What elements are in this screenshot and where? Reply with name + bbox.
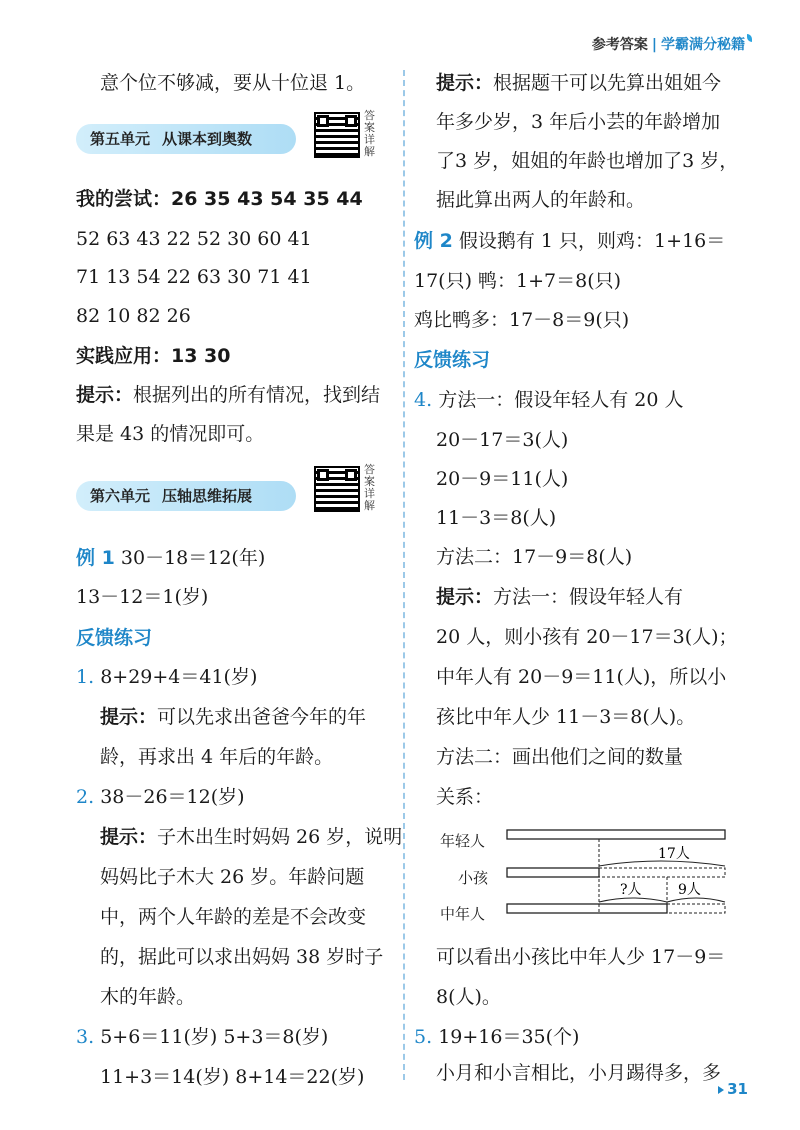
hint-text: 方法一：假设年轻人有 bbox=[493, 586, 684, 608]
q1-answer: 8+29+4＝41(岁) bbox=[100, 666, 258, 688]
q3-number: 3. bbox=[76, 1026, 95, 1048]
unit5-name: 第五单元 bbox=[90, 130, 151, 148]
example-2-label: 例 2 bbox=[414, 230, 453, 252]
feedback-heading-left: 反馈练习 bbox=[76, 627, 153, 649]
left-line-6 bbox=[76, 382, 380, 408]
hint-label: 提示： bbox=[436, 586, 494, 608]
example-1 bbox=[76, 545, 265, 571]
q4-hint-6: 关系： bbox=[436, 786, 494, 808]
header-separator: | bbox=[651, 37, 657, 53]
left-line-1 bbox=[76, 186, 363, 212]
unit6-name: 第六单元 bbox=[90, 487, 151, 505]
qr-code-icon[interactable] bbox=[314, 466, 360, 512]
q4 bbox=[414, 387, 683, 413]
hint-label: 提示： bbox=[100, 826, 158, 848]
left-line-7: 果是 43 的情况即可。 bbox=[76, 423, 265, 445]
header-brand: 学霸满分秘籍 bbox=[661, 37, 745, 53]
qr-code-icon[interactable] bbox=[314, 112, 360, 158]
right-line-2: 年多少岁，3 年后小芸的年龄增加 bbox=[436, 111, 721, 133]
label-q: ?人 bbox=[620, 882, 642, 898]
q2-hint-2: 妈妈比子木大 26 岁。年龄问题 bbox=[100, 866, 365, 888]
q2-hint-1 bbox=[100, 824, 402, 850]
unit5-banner bbox=[76, 124, 296, 154]
practice-answers: 实践应用：13 30 bbox=[76, 345, 231, 367]
diagram-label-middle: 中年人 bbox=[440, 905, 486, 923]
q4-hint-3: 中年人有 20－9＝11(人)，所以小 bbox=[436, 666, 727, 688]
feedback-heading-right: 反馈练习 bbox=[414, 349, 491, 371]
q5-line-b: 小月和小言相比，小月踢得多，多 bbox=[436, 1062, 722, 1084]
q5-number: 5. bbox=[414, 1026, 433, 1048]
right-line-3: 了3 岁，姐姐的年龄也增加了3 岁， bbox=[436, 150, 739, 172]
q5-line-a: 19+16＝35(个) bbox=[438, 1026, 580, 1048]
column-divider bbox=[403, 70, 405, 1080]
q1-number: 1. bbox=[76, 666, 95, 688]
left-line-0: 意个位不够减，要从十位退 1。 bbox=[100, 72, 366, 94]
triangle-icon bbox=[718, 1086, 724, 1094]
q1-hint-1 bbox=[100, 704, 366, 730]
example-1-label: 例 1 bbox=[76, 547, 115, 569]
example-1-line-b: 13－12＝1(岁) bbox=[76, 586, 209, 608]
hint-text: 可以先求出爸爸今年的年 bbox=[157, 706, 367, 728]
bar-young bbox=[507, 830, 725, 839]
page-number bbox=[718, 1080, 748, 1098]
q4-hint-4: 孩比中年人少 11－3＝8(人)。 bbox=[436, 706, 696, 728]
leaf-icon bbox=[747, 34, 752, 42]
example-2-line-b: 17(只) 鸭：1+7＝8(只) bbox=[414, 270, 622, 292]
hint-text: 根据列出的所有情况，找到结 bbox=[133, 384, 381, 406]
q4-hint-5: 方法二：画出他们之间的数量 bbox=[436, 746, 684, 768]
example-2-line-c: 鸡比鸭多：17－8＝9(只) bbox=[414, 309, 630, 331]
q3 bbox=[76, 1024, 328, 1050]
bar-child-gap bbox=[599, 868, 725, 877]
hint-label: 提示： bbox=[436, 72, 494, 94]
hint-text: 根据题干可以先算出姐姐今 bbox=[493, 72, 722, 94]
diagram-label-young: 年轻人 bbox=[440, 832, 486, 850]
q4-hint-2: 20 人，则小孩有 20－17＝3(人)； bbox=[436, 626, 738, 648]
brace-9 bbox=[667, 898, 725, 902]
qr-caption: 答 案 详 解 bbox=[364, 109, 375, 158]
q2-number: 2. bbox=[76, 786, 95, 808]
q4-line-b: 20－17＝3(人) bbox=[436, 429, 569, 451]
q4-number: 4. bbox=[414, 389, 433, 411]
bar-middle bbox=[507, 904, 667, 913]
q4-line-d: 11－3＝8(人) bbox=[436, 507, 557, 529]
q1-hint-2: 龄，再求出 4 年后的年龄。 bbox=[100, 746, 334, 768]
q2-hint-4: 的，据此可以求出妈妈 38 岁时子 bbox=[100, 946, 384, 968]
right-line-1 bbox=[436, 70, 721, 96]
unit5-topic: 从课本到奥数 bbox=[162, 130, 253, 148]
q3-answer-a: 5+6＝11(岁) 5+3＝8(岁) bbox=[100, 1026, 329, 1048]
brace-q bbox=[599, 898, 667, 902]
q2-answer: 38－26＝12(岁) bbox=[100, 786, 245, 808]
unit6-topic: 压轴思维拓展 bbox=[162, 487, 253, 505]
label-17: 17人 bbox=[658, 846, 690, 862]
diagram-label-child: 小孩 bbox=[458, 869, 489, 887]
left-line-3: 71 13 54 22 63 30 71 41 bbox=[76, 266, 312, 288]
label-9: 9人 bbox=[678, 882, 701, 898]
q5 bbox=[414, 1024, 579, 1050]
q4-line-c: 20－9＝11(人) bbox=[436, 468, 569, 490]
q1 bbox=[76, 664, 257, 690]
bar-child bbox=[507, 868, 599, 877]
unit6-banner bbox=[76, 481, 296, 511]
page-number-text: 31 bbox=[727, 1080, 748, 1098]
q2 bbox=[76, 784, 245, 810]
right-line-4: 据此算出两人的年龄和。 bbox=[436, 189, 646, 211]
qr-caption: 答 案 详 解 bbox=[364, 463, 375, 512]
q4-conclusion-1: 可以看出小孩比中年人少 17－9＝ bbox=[436, 946, 726, 968]
page-header bbox=[592, 34, 752, 54]
example-1-line-a: 30－18＝12(年) bbox=[120, 547, 266, 569]
quantity-diagram bbox=[500, 820, 740, 930]
left-line-5 bbox=[76, 343, 231, 369]
q4-hint-1 bbox=[436, 584, 683, 610]
q4-conclusion-2: 8(人)。 bbox=[436, 986, 501, 1008]
q3-answer-b: 11+3＝14(岁) 8+14＝22(岁) bbox=[100, 1066, 365, 1088]
hint-label: 提示： bbox=[100, 706, 158, 728]
left-line-2: 52 63 43 22 52 30 60 41 bbox=[76, 228, 312, 250]
example-2 bbox=[414, 228, 725, 254]
q2-hint-3: 中，两个人年龄的差是不会改变 bbox=[100, 906, 367, 928]
q4-line-e: 方法二：17－9＝8(人) bbox=[436, 546, 633, 568]
try-answers: 我的尝试：26 35 43 54 35 44 bbox=[76, 188, 363, 210]
q2-hint-5: 木的年龄。 bbox=[100, 986, 196, 1008]
hint-label: 提示： bbox=[76, 384, 134, 406]
bar-middle-gap bbox=[667, 904, 725, 913]
example-2-line-a: 假设鹅有 1 只，则鸡：1+16＝ bbox=[458, 230, 726, 252]
left-line-4: 82 10 82 26 bbox=[76, 305, 191, 327]
hint-text: 子木出生时妈妈 26 岁，说明 bbox=[157, 826, 403, 848]
q4-line-a: 方法一：假设年轻人有 20 人 bbox=[438, 389, 684, 411]
header-title: 参考答案 bbox=[591, 37, 648, 53]
